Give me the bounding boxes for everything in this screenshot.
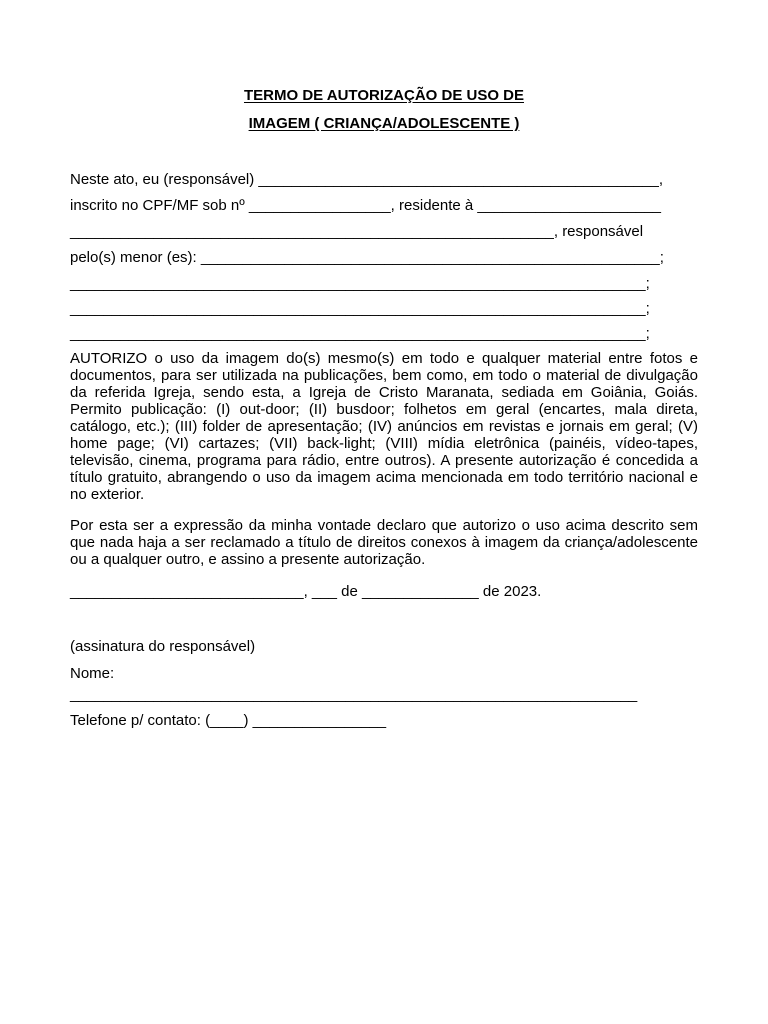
document-title-line-2: IMAGEM ( CRIANÇA/ADOLESCENTE ) [248, 115, 520, 132]
responsible-name-line: Neste ato, eu (responsável) ________________________________________________, [70, 171, 664, 188]
minors-line-4: _____________________________________________________________________; [70, 325, 650, 342]
cpf-address-line: inscrito no CPF/MF sob nº _________________, residente à ______________________ [70, 197, 661, 214]
minors-line-3: _____________________________________________________________________; [70, 300, 650, 317]
name-underline: ____________________________________________________________________ [70, 686, 638, 703]
minors-line-2: _____________________________________________________________________; [70, 275, 650, 292]
minors-line-1: pelo(s) menor (es): _______________________________________________________; [70, 249, 664, 266]
phone-contact-line: Telefone p/ contato: (____) ________________ [70, 712, 387, 729]
authorization-paragraph: AUTORIZO o uso da imagem do(s) mesmo(s) em todo e qualquer material entre fotos e documentos, para ser utilizada na publicações, bem como, em todo o material de divulgação da referida Igreja, sendo esta, a Igreja de Cristo Maranata, sediada em Goiânia, Goiás. Permito publicação: (I) out-door; (II) busdoor; folhetos em geral (encartes, mala direta, catálogo, etc.); (III) folder de apresentação; (IV) anúncios em revistas e jornais em geral; (V) home page; (VI) cartazes; (VII) back-light; (VIII) mídia eletrônica (painéis, vídeo-tapes, televisão, cinema, programa para rádio, entre outros). A presente autorização é concedida a título gratuito, abrangendo o uso da imagem acima mencionada em todo território nacional e no exterior. [70, 350, 698, 503]
date-line: ____________________________, ___ de ______________ de 2023. [70, 583, 542, 600]
signature-label: (assinatura do responsável) [70, 638, 256, 655]
document-title-line-1: TERMO DE AUTORIZAÇÃO DE USO DE [243, 87, 524, 104]
address-continuation-line: __________________________________________________________, responsável [70, 223, 644, 240]
declaration-paragraph: Por esta ser a expressão da minha vontade declaro que autorizo o uso acima descrito sem que nada haja a ser reclamado a título de direitos conexos à imagem da criança/adolescente ou a qualquer outro, e assino a presente autorização. [70, 517, 698, 568]
name-label: Nome: [70, 665, 115, 682]
